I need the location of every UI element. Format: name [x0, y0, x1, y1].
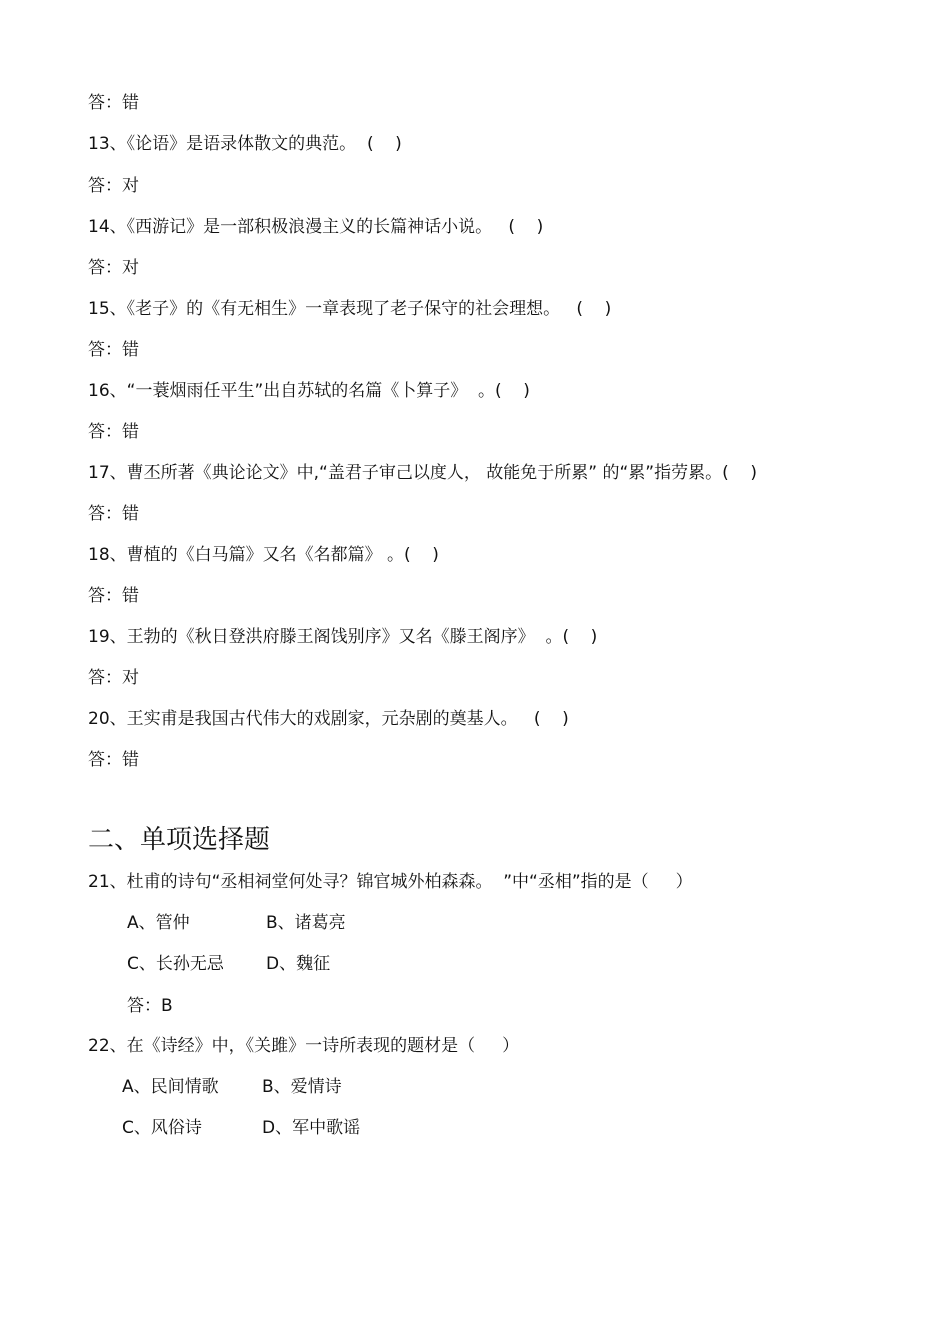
question-22: 22、在《诗经》中，《关雎》一诗所表现的题材是（ ） [88, 1036, 520, 1056]
answer-line: 答：错 [88, 422, 139, 442]
option-d: D、军中歌谣 [262, 1118, 361, 1138]
answer-line: 答：错 [88, 586, 139, 606]
answer-line: 答：B [127, 996, 173, 1016]
answer-line: 答：错 [88, 750, 139, 770]
answer-line: 答：对 [88, 668, 139, 688]
question-18: 18、曹植的《白马篇》又名《名都篇》 。( ) [88, 545, 439, 565]
question-16: 16、“一蓑烟雨任平生”出自苏轼的名篇《卜算子》 。( ) [88, 381, 530, 401]
option-c: C、长孙无忌 [127, 954, 224, 974]
question-21: 21、杜甫的诗句“丞相祠堂何处寻？锦官城外柏森森。 ”中“丞相”指的是（ ） [88, 872, 693, 892]
option-a: A、民间情歌 [122, 1077, 219, 1097]
option-c: C、风俗诗 [122, 1118, 202, 1138]
question-17: 17、曹丕所著《典论论文》中,“盖君子审己以度人， 故能免于所累” 的“累”指劳累。( ) [88, 463, 757, 483]
question-15: 15、《老子》的《有无相生》一章表现了老子保守的社会理想。 ( ) [88, 299, 612, 319]
option-b: B、爱情诗 [262, 1077, 342, 1097]
question-20: 20、王实甫是我国古代伟大的戏剧家，元杂剧的奠基人。 ( ) [88, 709, 569, 729]
answer-line: 答：对 [88, 176, 139, 196]
question-19: 19、王勃的《秋日登洪府滕王阁饯别序》又名《滕王阁序》 。( ) [88, 627, 598, 647]
answer-line: 答：错 [88, 340, 139, 360]
section-heading: 二、单项选择题 [88, 825, 271, 855]
option-a: A、管仲 [127, 913, 190, 933]
question-13: 13、《论语》是语录体散文的典范。 ( ) [88, 134, 402, 154]
question-14: 14、《西游记》是一部积极浪漫主义的长篇神话小说。 ( ) [88, 217, 544, 237]
answer-line: 答：错 [88, 504, 139, 524]
answer-line: 答：错 [88, 93, 139, 113]
option-b: B、诸葛亮 [266, 913, 346, 933]
answer-line: 答：对 [88, 258, 139, 278]
option-d: D、魏征 [266, 954, 331, 974]
